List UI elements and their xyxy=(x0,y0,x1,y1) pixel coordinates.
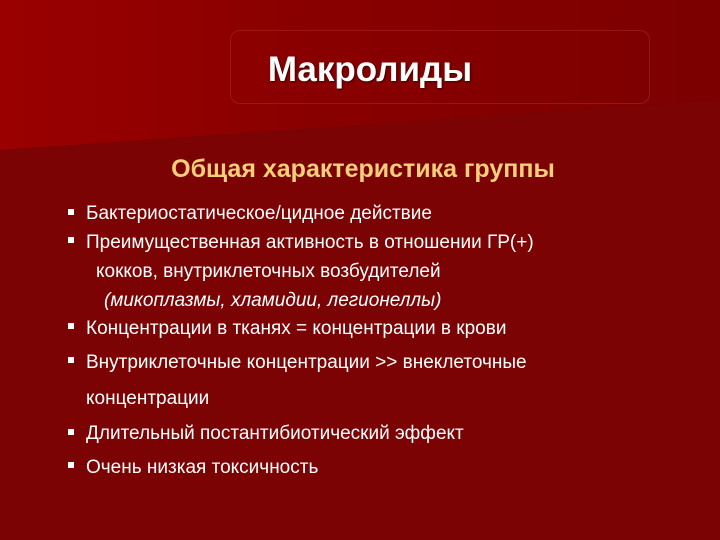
bullet-line: Концентрации в тканях = концентрации в крови xyxy=(86,318,507,339)
bullet-line-continuation: концентрации xyxy=(86,388,210,409)
bullet-line-italic: (микоплазмы, хламидии, легионеллы) xyxy=(104,290,442,311)
bullet-line: Преимущественная активность в отношении ГР(+) xyxy=(86,232,534,253)
slide-subtitle: Общая характеристика группы xyxy=(171,155,555,183)
bullet-line: Длительный постантибиотический эффект xyxy=(86,423,464,444)
slide-title: Макролиды xyxy=(267,50,473,89)
bullet-line: Бактериостатическое/цидное действие xyxy=(86,203,432,224)
bullet-line: Очень низкая токсичность xyxy=(86,457,319,478)
bullet-marker xyxy=(68,323,74,329)
bullet-marker xyxy=(68,429,74,435)
bullet-marker xyxy=(68,357,74,363)
bullet-marker xyxy=(68,462,74,468)
bullet-marker xyxy=(68,209,74,215)
bullet-line: Внутриклеточные концентрации >> внеклеточные xyxy=(86,352,527,373)
bullet-line-continuation: кокков, внутриклеточных возбудителей xyxy=(96,261,441,282)
bullet-marker xyxy=(68,237,74,243)
